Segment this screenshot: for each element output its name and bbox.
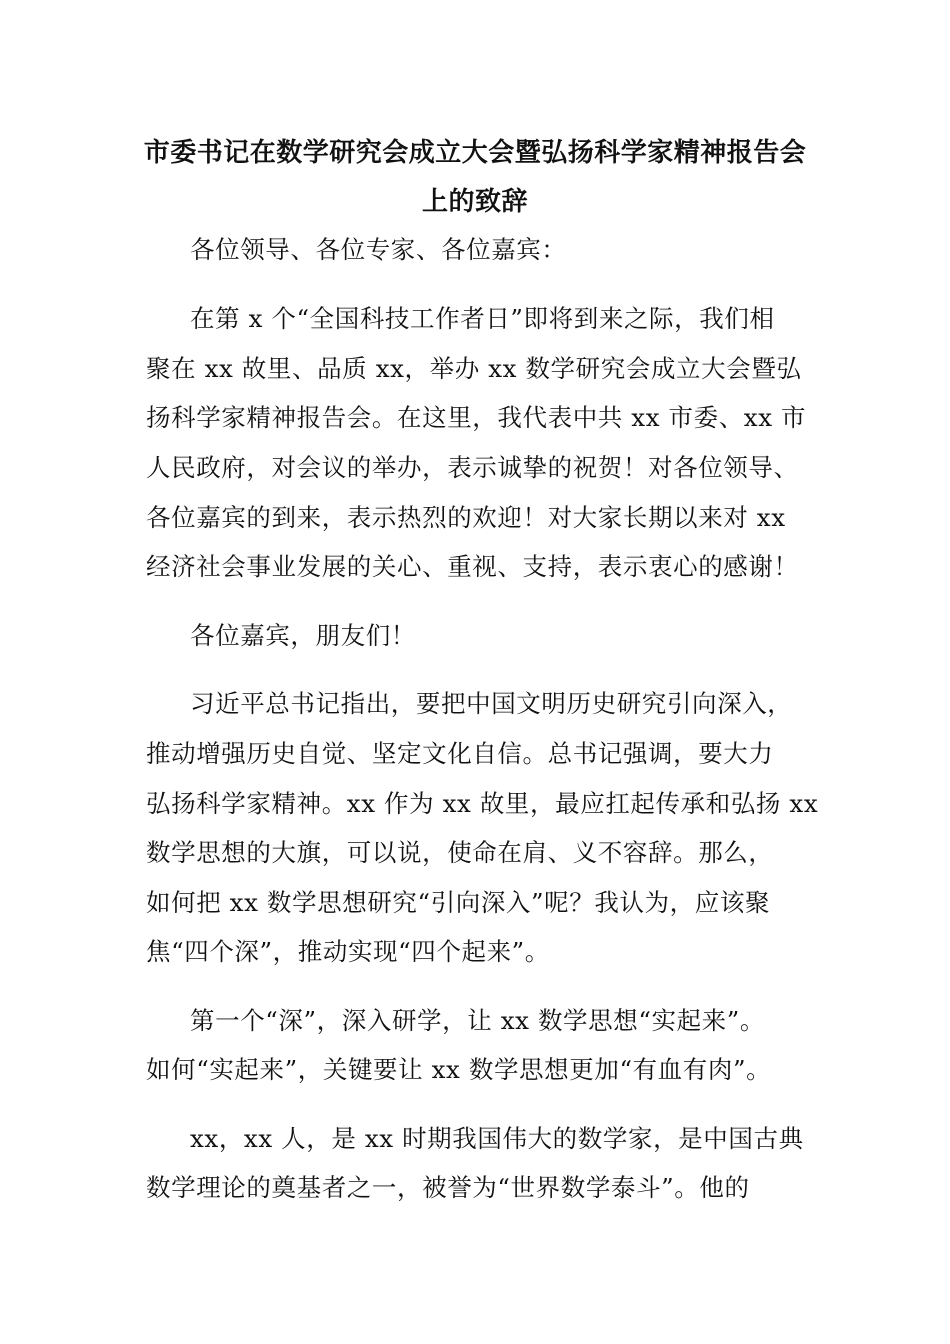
document-title-line-2: 上的致辞 [421,187,528,217]
paragraph-4-line-2: 如何“实起来”，关键要让 xx 数学思想更加“有血有肉”。 [146,1055,772,1084]
paragraph-4-line-1: 第一个“深”，深入研学，让 xx 数学思想“实起来”。 [190,1006,766,1035]
salutation: 各位领导、各位专家、各位嘉宾： [190,235,567,264]
paragraph-3-line-2: 推动增强历史自觉、坚定文化自信。总书记强调，要大力 [146,739,774,768]
document-title-line-1: 市委书记在数学研究会成立大会暨弘扬科学家精神报告会 [143,138,807,168]
paragraph-5-line-2: 数学理论的奠基者之一，被誉为“世界数学泰斗”。他的 [146,1173,750,1202]
paragraph-3-line-5: 如何把 xx 数学思想研究“引向深入”呢？我认为，应该聚 [146,888,771,917]
paragraph-5-line-1: xx，xx 人，是 xx 时期我国伟大的数学家，是中国古典 [190,1124,804,1153]
paragraph-1-line-1: 在第 x 个“全国科技工作者日”即将到来之际，我们相 [190,304,775,333]
paragraph-3-line-4: 数学思想的大旗，可以说，使命在肩、义不容辞。那么， [146,838,774,867]
paragraph-3-line-3: 弘扬科学家精神。xx 作为 xx 故里，最应扛起传承和弘扬 xx [146,789,819,818]
paragraph-1-line-5: 各位嘉宾的到来，表示热烈的欢迎！对大家长期以来对 xx [146,503,786,532]
paragraph-3-line-1: 习近平总书记指出，要把中国文明历史研究引向深入， [190,689,793,718]
paragraph-1-line-6: 经济社会事业发展的关心、重视、支持，表示衷心的感谢！ [146,552,799,581]
paragraph-1-line-3: 扬科学家精神报告会。在这里，我代表中共 xx 市委、xx 市 [146,403,807,432]
paragraph-2-line-1: 各位嘉宾，朋友们！ [190,621,416,650]
paragraph-1-line-2: 聚在 xx 故里、品质 xx，举办 xx 数学研究会成立大会暨弘 [146,354,802,383]
paragraph-3-line-6: 焦“四个深”，推动实现“四个起来”。 [146,937,550,966]
paragraph-1-line-4: 人民政府，对会议的举办，表示诚挚的祝贺！对各位领导、 [146,453,799,482]
